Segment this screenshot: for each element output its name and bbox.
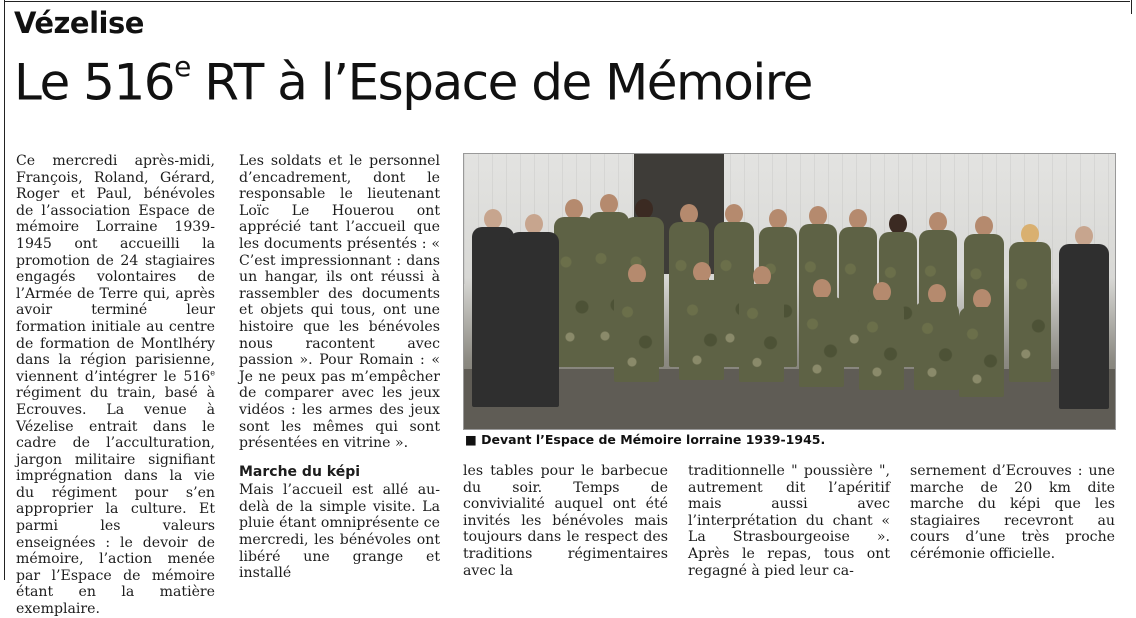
article-column-1 bbox=[16, 153, 215, 618]
photo-caption: ■ Devant l’Espace de Mémoire lorraine 1939-1945. bbox=[465, 432, 826, 447]
frame-line bbox=[1131, 0, 1132, 14]
article-column-2 bbox=[239, 153, 440, 582]
paragraph: Ce mercredi après-midi, François, Roland, Gérard, Roger et Paul, bénévoles de l’association Espace de mémoire Lorraine 1939-1945 ont accueilli la promotion de 24 stagiaires engagés volontaires de l’Armée de Terre qui, après avoir terminé leur formation initiale au centre de formation de Montlhéry dans la région parisienne, viennent d’intégrer le 516e régiment du train, basé à Ecrouves. La venue à Vézelise entrait dans le cadre de l’acculturation, jargon militaire signifiant imprégnation dans la vie du régiment pour s’en approprier la culture. Et parmi les valeurs enseignées : le devoir de mémoire, l’action menée par l’Espace de mémoire étant en la matière exemplaire. bbox=[16, 153, 215, 618]
kicker: Vézelise bbox=[14, 6, 144, 40]
subheading: Marche du képi bbox=[239, 463, 361, 480]
paragraph: les tables pour le barbecue du soir. Temps de convivialité auquel ont été invités les bénévoles mais toujours dans le respect des traditions régimentaires avec la bbox=[463, 463, 668, 579]
soldier-figure bbox=[914, 284, 959, 392]
frame-line bbox=[4, 0, 5, 580]
soldier-figure bbox=[799, 279, 844, 389]
soldier-figure bbox=[959, 289, 1004, 399]
paragraph: traditionnelle " poussière ", autrement dit l’apéritif mais aussi avec l’interprétation du chant « La Strasbourgeoise ». Après le repas, tous ont regagné à pied leur ca- bbox=[688, 463, 890, 579]
frame-line bbox=[4, 1, 1130, 2]
article-column-4 bbox=[688, 463, 890, 579]
soldier-figure bbox=[554, 199, 594, 369]
paragraph: sernement d’Ecrouves : une marche de 20 km dite marche du képi que les stagiaires recevront au cours d’une très proche cérémonie officielle. bbox=[910, 463, 1115, 562]
soldier-figure bbox=[739, 266, 784, 384]
article-column-3 bbox=[463, 463, 668, 579]
article-column-5 bbox=[910, 463, 1115, 563]
soldier-figure bbox=[614, 264, 659, 384]
civilian-figure bbox=[509, 214, 559, 409]
soldier-figure bbox=[859, 282, 904, 392]
paragraph: Les soldats et le personnel d’encadrement, dont le responsable le lieutenant Loïc Le Houerou ont apprécié tant l’accueil que les documents présentés : « C’est impressionnant : dans un hangar, ils ont réussi à rassembler des documents et objets qui tous, ont une histoire que les bénévoles nous racontent avec passion ». Pour Romain : « Je ne peux pas m’empêcher de comparer avec les jeux vidéos : les armes des jeux sont les mêmes qui sont présentées en vitrine ». bbox=[239, 153, 440, 452]
soldier-figure bbox=[679, 262, 724, 382]
headline: Le 516e RT à l’Espace de Mémoire bbox=[14, 50, 812, 112]
soldier-figure bbox=[1009, 224, 1051, 384]
group-photo bbox=[463, 153, 1116, 430]
civilian-figure bbox=[472, 209, 514, 409]
paragraph: Mais l’accueil est allé au-delà de la simple visite. La pluie étant omniprésente ce mercredi, les bénévoles ont libéré une grange et installé bbox=[239, 482, 440, 582]
civilian-figure bbox=[1059, 226, 1109, 411]
